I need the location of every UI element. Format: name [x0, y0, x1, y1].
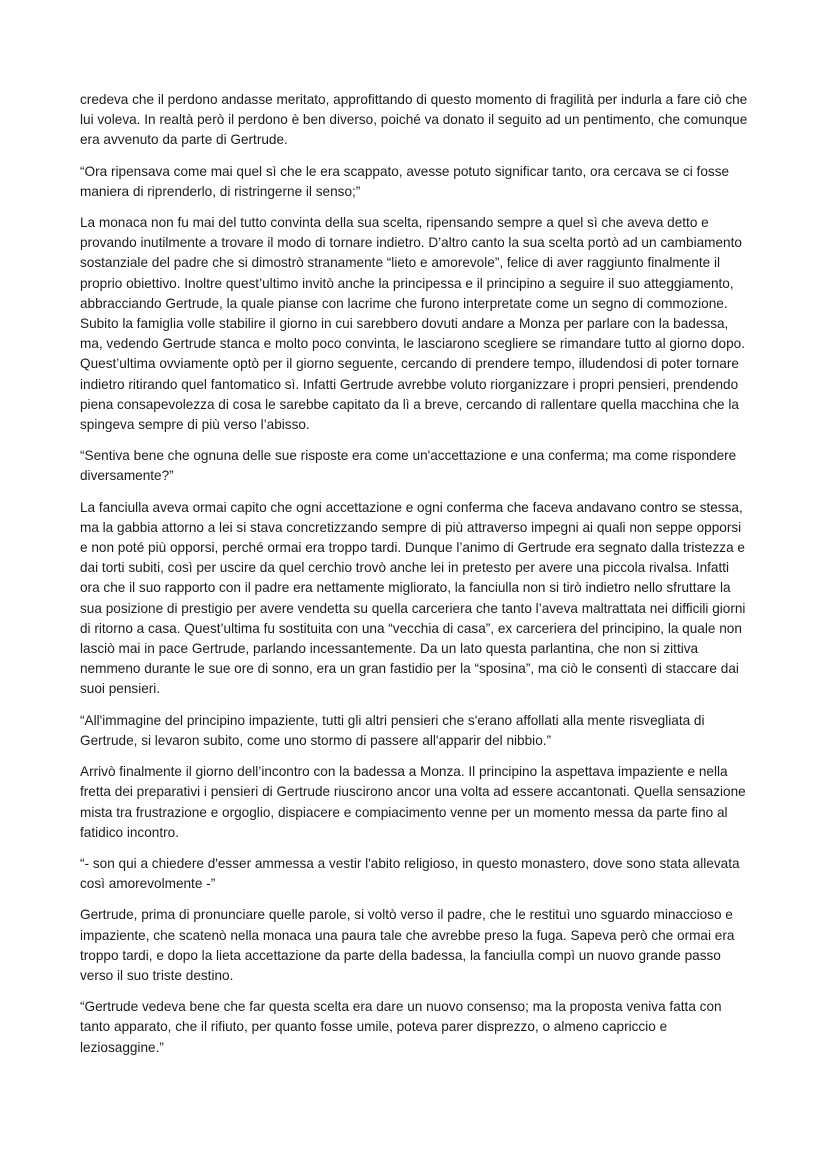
paragraph-quote: “Gertrude vedeva bene che far questa scelta era dare un nuovo consenso; ma la proposta veniva fatta con tanto apparato, che il rifiuto, per quanto fosse umile, poteva parer disprezzo, o almeno capriccio e leziosaggine.” — [80, 999, 722, 1055]
paragraph-commentary: La monaca non fu mai del tutto convinta della sua scelta, ripensando sempre a quel sì che aveva detto e provando inutilmente a trovare il modo di tornare indietro. D’altro canto la sua scelta portò ad un cambiamento sostanziale del padre che si dimostrò stranamente “lieto e amorevole”, felice di aver raggiunto finalmente il proprio obiettivo. Inoltre quest’ultimo invitò anche la principessa e il principino a seguire il suo atteggiamento, abbracciando Gertrude, la quale pianse con lacrime che furono interpretate come un segno di commozione. Subito la famiglia volle stabilire il giorno in cui sarebbero dovuti andare a Monza per parlare con la badessa, ma, vedendo Gertrude stanca e molto poco convinta, le lasciarono scegliere se rimandare tutto al giorno dopo. Quest’ultima ovviamente optò per il giorno seguente, cercando di prendere tempo, illudendosi di poter tornare indietro ritirando quel fantomatico sì. Infatti Gertrude avrebbe voluto riorganizzare i propri pensieri, prendendo piena consapevolezza di cosa le sarebbe capitato da lì a breve, cercando di rallentare quella macchina che la spingeva sempre di più verso l’abisso. — [80, 215, 745, 433]
paragraph-quote: “Ora ripensava come mai quel sì che le era scappato, avesse potuto significar tanto, ora cercava se ci fosse maniera di riprenderlo, di ristringerne il senso;” — [80, 163, 730, 199]
document-page — [80, 90, 752, 1069]
paragraph-quote: “All'immagine del principino impaziente, tutti gli altri pensieri che s'erano affollati alla mente risvegliata di Gertrude, si levaron subito, come uno stormo di passere all'apparir del nibbio.” — [80, 712, 705, 748]
paragraph-commentary: Gertrude, prima di pronunciare quelle parole, si voltò verso il padre, che le restituì uno sguardo minaccioso e impaziente, che scatenò nella monaca una paura tale che avrebbe preso la fuga. Sapeva però che ormai era troppo tardi, e dopo la lieta accettazione da parte della badessa, la fanciulla compì un nuovo grande passo verso il suo triste destino. — [80, 907, 735, 983]
paragraph-quote: “Sentiva bene che ognuna delle sue risposte era come un'accettazione e una conferma; ma come rispondere diversamente?” — [80, 448, 737, 484]
paragraph-commentary: credeva che il perdono andasse meritato, approfittando di questo momento di fragilità per indurla a fare ciò che lui voleva. In realtà però il perdono è ben diverso, poiché va donato il seguito ad un pentimento, che comunque era avvenuto da parte di Gertrude. — [80, 92, 748, 148]
paragraph-commentary: La fanciulla aveva ormai capito che ogni accettazione e ogni conferma che faceva andavano contro se stessa, ma la gabbia attorno a lei si stava concretizzando sempre di più attraverso impegni ai quali non seppe opporsi e non poté più opporsi, perché ormai era troppo tardi. Dunque l’animo di Gertrude era segnato dalla tristezza e dai torti subiti, così per uscire da quel cerchio trovò anche lei in pretesto per avere una piccola rivalsa. Infatti ora che il suo rapporto con il padre era nettamente migliorato, la fanciulla non si tirò indietro nello sfruttare la sua posizione di prestigio per avere vendetta su quella carceriera che tanto l’aveva maltrattata nei difficili giorni di ritorno a casa. Quest’ultima fu sostituita con una “vecchia di casa”, ex carceriera del principino, la quale non lasciò mai in pace Gertrude, parlando incessantemente. Da un lato questa parlantina, che non si zittiva nemmeno durante le sue ore di sonno, era un gran fastidio per la “sposina”, ma ciò le consentì di staccare dai suoi pensieri. — [80, 499, 746, 697]
paragraph-commentary: Arrivò finalmente il giorno dell’incontro con la badessa a Monza. Il principino la aspettava impaziente e nella fretta dei preparativi i pensieri di Gertrude riuscirono ancor una volta ad essere accantonati. Quella sensazione mista tra frustrazione e orgoglio, dispiacere e compiacimento venne per un momento messa da parte fino al fatidico incontro. — [80, 764, 746, 840]
paragraph-quote: “- son qui a chiedere d'esser ammessa a vestir l'abito religioso, in questo monastero, dove sono stata allevata così amorevolmente -” — [80, 855, 740, 892]
